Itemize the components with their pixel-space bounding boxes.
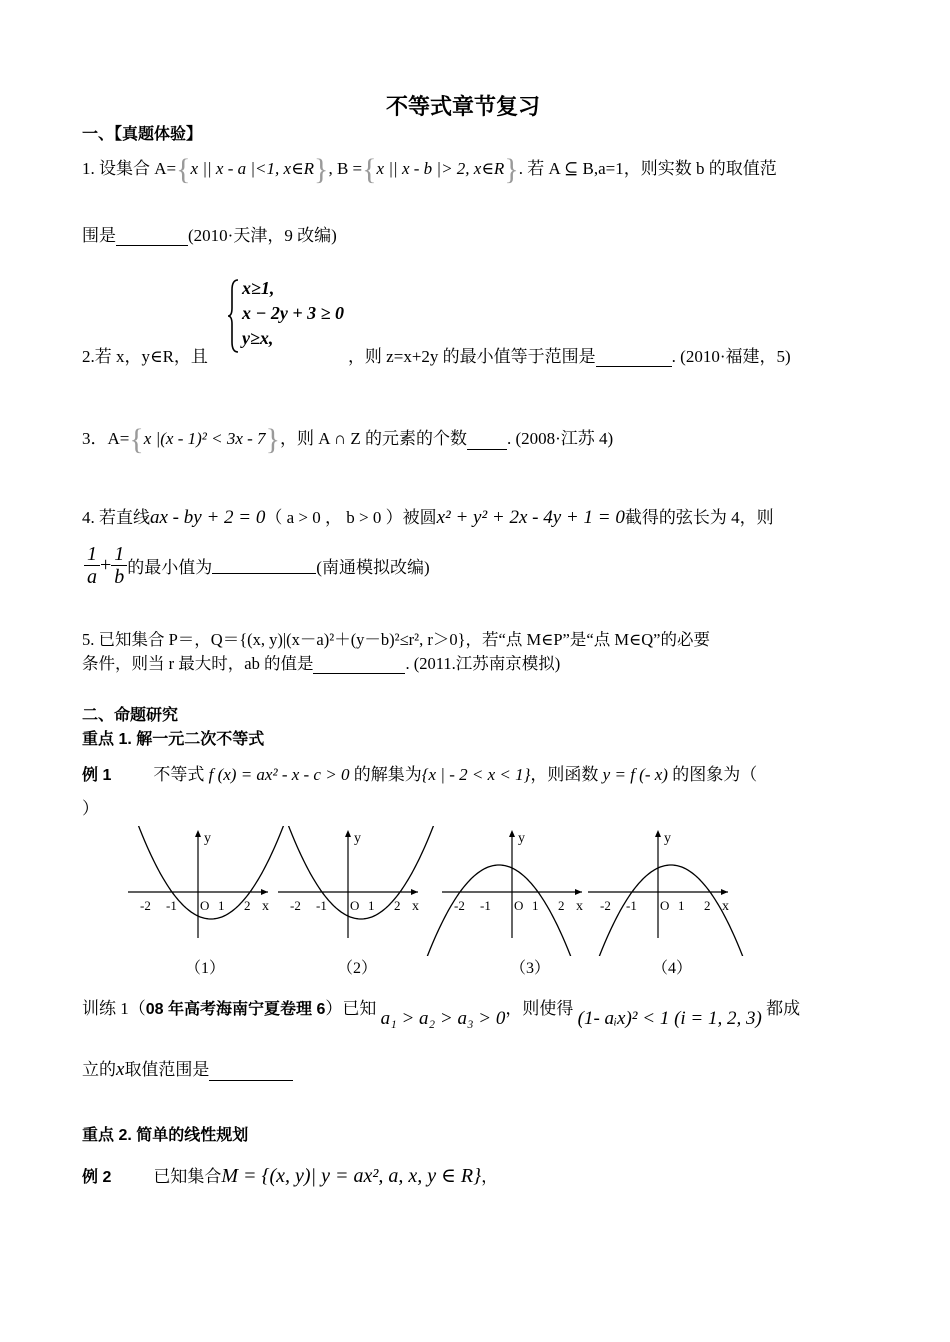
q1-line2-prefix: 围是 [82, 226, 116, 245]
page-title: 不等式章节复习 [386, 94, 541, 119]
tick-label: 1 [532, 898, 539, 913]
q3-suffix-b: . (2008·江苏 4) [506, 429, 614, 448]
focus-1-heading: 重点 1. 解一元二次不等式 [82, 731, 265, 748]
ex2-set: M = {(x, y)| y = ax², a, x, y ∈ R} [221, 1165, 482, 1187]
q1-setA: x || x - a |<1, x∈R [190, 159, 315, 178]
q4-line2-suffix: (南通模拟改编) [316, 558, 430, 577]
tick-label: 1 [218, 898, 225, 913]
tick-label: 2 [394, 898, 401, 913]
question-3 [82, 423, 614, 457]
question-5-line1: 5. 已知集合 P＝，Q＝{(x, y)|(x－a)²＋(y－b)²≤r², r＞0}，若“点 M∈P”是“点 M∈Q”的必要 [82, 630, 710, 649]
train1-source: 08 年高考海南宁夏卷理 6 [145, 1001, 326, 1018]
right-brace: } [314, 153, 329, 187]
ex1-set: {x | - 2 < x < 1} [421, 765, 531, 784]
x-axis-label: x [262, 899, 269, 914]
ex2-tail: ， [481, 1167, 499, 1186]
train1-line2-a: 立的 [82, 1060, 116, 1079]
q2-prefix: 2.若 x，y∈R，且 [82, 347, 208, 366]
graph-caption-3: （3） [510, 960, 551, 977]
answer-blank[interactable] [209, 1064, 293, 1081]
train1-text: ，则使得 [505, 999, 574, 1018]
tick-label: 1 [368, 898, 375, 913]
q2-suffix-b: . (2010·福建，5) [671, 347, 791, 366]
parabola-curve [598, 865, 744, 956]
q1-line2-suffix: (2010·天津，9 改编) [188, 226, 337, 245]
q3-set: x |(x - 1)² < 3x - 7 [143, 429, 266, 448]
left-brace: { [129, 423, 144, 457]
answer-blank[interactable] [116, 229, 188, 246]
x-axis-arrow-icon [721, 889, 728, 895]
tick-label: -2 [140, 898, 151, 913]
training-1-line2 [82, 1055, 293, 1081]
answer-blank[interactable] [313, 657, 405, 674]
train1-line2-var: x [116, 1059, 125, 1080]
graph-caption-1: （1） [185, 960, 226, 977]
section1-heading: 一、【真题体验】 [82, 126, 203, 143]
q1-tail: . 若 A ⊆ B,a=1，则实数 b 的取值范 [518, 159, 777, 178]
q5-line2-prefix: 条件，则当 r 最大时，ab 的值是 [82, 654, 314, 673]
right-brace: } [265, 423, 280, 457]
graph-caption-2: （2） [337, 960, 378, 977]
y-axis-arrow-icon [655, 830, 661, 837]
q3-prefix: 3．A= [82, 429, 130, 448]
answer-blank[interactable] [467, 433, 507, 450]
graph-caption-4: （4） [652, 960, 693, 977]
left-brace: { [362, 153, 377, 187]
ex1-text-d: 的图象为（ [672, 765, 758, 784]
ex1-label: 例 1 [82, 767, 112, 784]
tick-label: O [514, 898, 524, 913]
train1-tail: 都成 [766, 999, 801, 1018]
tick-label: O [660, 898, 670, 913]
x-axis-arrow-icon [411, 889, 418, 895]
system-line-2: x − 2y + 3 ≥ 0 [242, 303, 345, 323]
ex1-text-b: 的解集为 [353, 765, 422, 784]
tick-label: 2 [558, 898, 565, 913]
q4-cond: （ a > 0 ， b > 0 ）被圆 [265, 508, 437, 527]
ex1-text-a: 不等式 [153, 765, 205, 784]
x-axis-label: x [576, 899, 583, 914]
y-axis-label: y [354, 831, 361, 846]
q1-setB: x || x - b |> 2, x∈R [376, 159, 505, 178]
question-5-line2 [82, 650, 560, 674]
x-axis-arrow-icon [575, 889, 582, 895]
x-axis-label: x [722, 899, 729, 914]
train1-ineq: (1- aᵢx)² < 1 (i = 1, 2, 3) [577, 1008, 762, 1029]
question-4 [82, 503, 774, 529]
train1-line2-b: 取值范围是 [124, 1060, 210, 1079]
y-axis-label: y [204, 831, 211, 846]
question-1-line2 [82, 221, 337, 246]
tick-label: -1 [626, 898, 637, 913]
fraction-1-over-a: $\frac{1}{a}$ [84, 543, 100, 588]
tick-label: O [200, 898, 210, 913]
ex1-close-paren: ） [82, 799, 99, 818]
ex1-text-c: ，则函数 [530, 765, 599, 784]
q4-prefix: 4. 若直线 [82, 508, 150, 527]
train1-cond: a₁ > a₂ > a₃ > 0 [380, 1008, 506, 1029]
example-2 [82, 1162, 498, 1188]
tick-label: O [350, 898, 360, 913]
y-axis-arrow-icon [345, 830, 351, 837]
question-1 [82, 153, 777, 187]
plus-sign: + [100, 554, 112, 576]
q1-prefix: 1. 设集合 A= [82, 159, 177, 178]
answer-blank[interactable] [596, 350, 672, 367]
left-brace: { [176, 153, 191, 187]
y-axis-arrow-icon [509, 830, 515, 837]
train1-prefix: 训练 1（ [82, 999, 146, 1018]
tick-label: -2 [454, 898, 465, 913]
q4-circle-eq: x² + y² + 2x - 4y + 1 = 0 [436, 507, 625, 528]
system-line-3: y≥x, [242, 328, 274, 348]
q5-line2-suffix: . (2011.江苏南京模拟) [405, 654, 561, 673]
y-axis-arrow-icon [195, 830, 201, 837]
q4-tail: 截得的弦长为 4，则 [624, 508, 774, 527]
right-brace: } [504, 153, 519, 187]
fraction-1-over-b: $\frac{1}{b}$ [111, 543, 127, 588]
q1-mid: , B = [328, 159, 363, 178]
tick-label: -1 [166, 898, 177, 913]
answer-choice-graphs [120, 826, 820, 956]
question-4-line2 [84, 543, 430, 588]
y-axis-label: y [518, 831, 525, 846]
tick-label: 2 [704, 898, 711, 913]
ex1-func: f (x) = ax² - x - c > 0 [208, 765, 350, 784]
training-1 [82, 994, 801, 1029]
tick-label: 2 [244, 898, 251, 913]
train1-mid: ）已知 [325, 999, 377, 1018]
system-line-1: x≥1, [242, 278, 275, 298]
ex2-label: 例 2 [82, 1169, 112, 1186]
parabola-curve [426, 865, 572, 956]
q4-line2-text: 的最小值为 [127, 558, 213, 577]
ex2-text: 已知集合 [153, 1167, 222, 1186]
example-1 [82, 760, 757, 785]
x-axis-arrow-icon [261, 889, 268, 895]
question-2 [82, 342, 791, 367]
section2-heading: 二、命题研究 [82, 707, 179, 724]
y-axis-label: y [664, 831, 671, 846]
tick-label: -2 [290, 898, 301, 913]
tick-label: -1 [480, 898, 491, 913]
answer-blank[interactable] [212, 557, 316, 574]
q4-line-eq: ax - by + 2 = 0 [150, 507, 266, 528]
ex1-func2: y = f (- x) [602, 765, 668, 784]
x-axis-label: x [412, 899, 419, 914]
q2-suffix-a: ，则 z=x+2y 的最小值等于范围是 [347, 347, 596, 366]
tick-label: 1 [678, 898, 685, 913]
tick-label: -2 [600, 898, 611, 913]
tick-label: -1 [316, 898, 327, 913]
q3-suffix-a: ，则 A ∩ Z 的元素的个数 [279, 429, 467, 448]
focus-2-heading: 重点 2. 简单的线性规划 [82, 1127, 249, 1144]
